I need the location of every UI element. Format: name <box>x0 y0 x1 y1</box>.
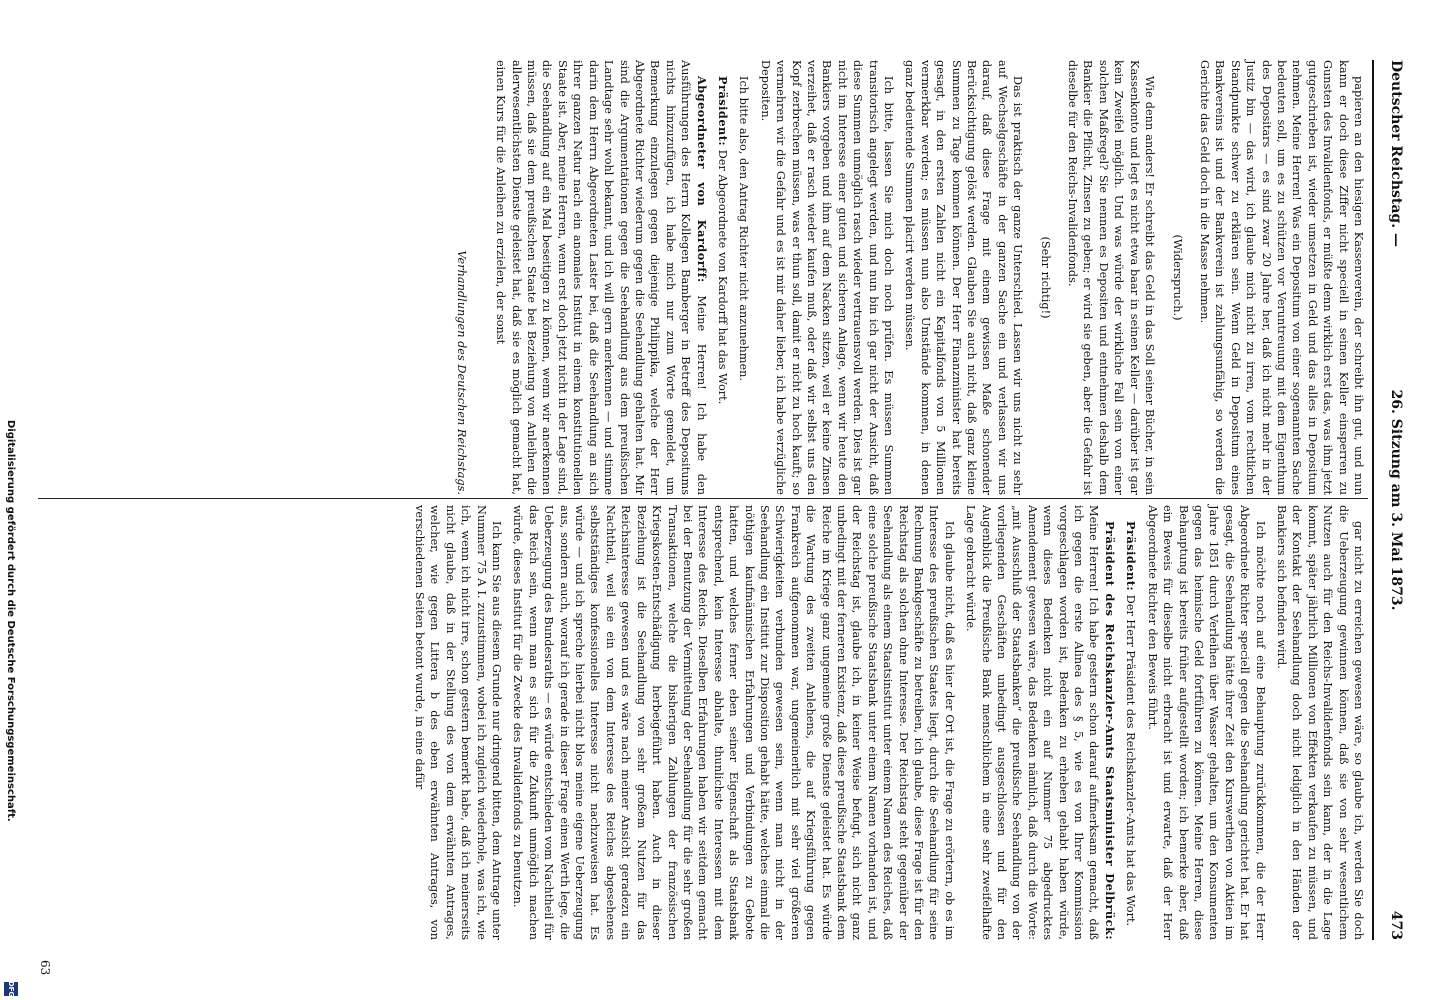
paragraph: gar nicht zu erreichen gewesen wäre, so glaube ich, werden Sie doch die Ueberzeugung gewinnen können, daß sie von sehr wesentlichem Nutzen auch für den Reichs-Invalidenfonds sein kann, der in die Lage kommt, später jährlich Millionen von Effekten verkaufen zu müssen, und der Kontakt der Seehandlung doch nicht lediglich in den Händen der Bankiers sich befinden wird. <box>1274 505 1365 940</box>
speech-text: Meine Herren! Ich habe den Ausführungen des Herrn Kollegen Bamberger in Betreff des Depositums nichts hinzuzufügen, ich habe mich nur zum Worte gemeldet, um Bemerkung einzulegen gegen diejenige Philippika, welche der Herr Abgeordnete Richter wiederum gegen die Seehandlung gehalten hat. Mir sind die Argumentationen gegen die Seehandlung aus dem preußischen Landtage sehr wohl bekannt, und ich will gern anerkennen — und stimme darin dem Herrn Abgeordneten Laster bei, daß die Seehandlung an sich ihrer ganzen Natur nach ein anomales Institut in einem konstitutionellen Staate ist. Aber, meine Herren, wenn erst doch jetzt nicht in der Lage sind, die Seehandlung auf ein Mal beseitigen zu können, wenn wir anerkennen müssen, daß sie dem preußischen Staate bei Beziehung von Anleihen die allerwesentlichsten Dienste geleistet hat, daß sie es möglich gemacht hat, einen Kurs für die Anleihen zu erzielen, der sonst <box>494 60 708 495</box>
scan-credit: Digitalisierung gefördert durch die Deutsche Forschungsgemeinschaft. <box>5 420 16 822</box>
interjection: (Sehr richtig!) <box>1038 236 1052 319</box>
speech-text: Der Herr Präsident des Reichskanzler-Amts hat das Wort. <box>1124 594 1138 927</box>
paragraph: Ich bitte also, den Antrag Richter nicht anzunehmen. <box>737 76 751 381</box>
speech-paragraph <box>715 60 730 495</box>
page-number: 473 <box>1388 910 1404 940</box>
interjection: (Widerspruch.) <box>1170 234 1184 321</box>
paragraph: Ich kann Sie aus diesem Grunde nur dringend bitten, dem Antrage unter Nummer 75 A I. zuzustimmen, wobei ich zugleich wiederhole, was ich, wie ich, wenn ich nicht irre, schon gestern bemerkt habe, daß ich meinerseits nicht glaube, daß in der Stellung des von dem erwähnten Antrages, welcher, wie gegen Littera b des eben erwähnten Antrages, von verschiedenen Seiten betont wurde, in eine dafür <box>413 505 504 940</box>
speaker-name: Abgeordneter von Kardorff: <box>694 76 709 283</box>
page-mark: 63 <box>38 960 52 976</box>
speaker-name: Präsident des Reichskanzler-Amts Staatsminister Delbrück: <box>1102 521 1117 940</box>
speech-text: Meine Herren! Ich habe gestern schon darauf aufmerksam gemacht, daß ich gegen die erste Alinea des § 5, wie es von Ihrer Kommission vorgeschlagen worden ist, Bedenken zu erheben gehabt haben würde, wenn dieses Bedenken nicht ein auf Nummer 75 abgedrucktes Amendement gewesen wäre, das Bedenken nämlich, daß durch die Worte: „mit Ausschluß der Staatsbanken“ die preußische Seehandlung von der vorliegenden Geschäften unbedingt ausgeschlossen und für den Augenblick die Preußische Bank menschlichem in eine sehr zweifelhafte Lage gebracht würde. <box>964 505 1101 940</box>
speech-paragraph <box>493 60 709 495</box>
paragraph: papieren an den hiesigen Kassenverein, der schreibt ihn gut, und nun kann er doch diese Ziffer nicht speciell in seinen Keller einsperren zu Gunsten des Invalidenfonds, er müßte denn wirklich erst das, was ihm jetzt gutgeschrieben ist, wieder umsetzen in Geld und das alles in Depositum nehmen. Meine Herren! Was ein Depositum von einer sogenannten Sache bedeuten soll, um es zu schützen vor Veruntreuung mit dem Eigenthum des Depositars — es sind zwar 20 Jahre her, daß ich nicht mehr in der Justiz bin — das wird, ich glaube mich nicht zu irren, vom rechtlichen Standpunkte schwer zu erklären sein. Wenn Geld in Depositum eines Bankvereins ist und der Bankverein ist zahlungsunfähig, so werden die Gerichte das Geld doch in die Masse nehmen. <box>1197 60 1365 495</box>
paragraph: Ich möchte noch auf eine Behauptung zurückkommen, die der Herr Abgeordnete Richter speciell gegen die Seehandlung gerichtet hat. Er hat gesagt, die Seehandlung hätte ihrer Zeit den Kurswerthen von Aktien im Jahre 1851 durch Verleihen über Wasser gehalten, um den Konsumenten gegen das heimische Geld fortführen zu können. Meine Herren, diese Behauptung ist bereits früher aufgestellt worden; ich bemerke aber, daß ein Beweis für dieselbe nicht erbracht ist und erwarte, daß der Herr Abgeordnete Richter den Beweis führt. <box>1145 505 1267 940</box>
paragraph: Ich glaube nicht, daß es hier der Ort ist, die Frage zu erörtern, ob es im Interesse des preußischen Staates liegt, durch die Seehandlung für seine Rechnung Bankgeschäfte zu betreiben, ich glaube, diese Frage ist für den Reichstag als solchen ohne Interesse. Der Reichstag steht gegenüber der Seehandlung als einem Staatsinstitut unter einem Namen des Reiches, daß eine solche preußische Staatsbank unter einem Namen vorhanden ist, und der Reichstag ist, glaube ich, in keiner Weise befugt, sich nicht ganz unbedingt mit der ferneren Existenz, daß diese preußische Staatsbank dem Reiche im Kriege ganz ungemeine große Dienste geleistet hat. Es würde die Wartung des zweiten Anlehens, die auf Kriegsführung gegen Frankreich aufgenommen war, ungemeinerlich mit sehr viel größeren Schwierigkeiten verbunden gewesen sein, wenn man nicht in der Seehandlung ein Institut zur Disposition gehabt hätte, welches einmal die nöthigen kaufmännischen Erfahrungen und Verbindungen zu Gebote hatten, und welches ferner eben seiner Eigenschaft als Staatsbank entsprechend, kein Interesse abhalte, thunlichste Interessen mit dem Interesse des Reichs. Dieselben Erfahrungen haben wir seitdem gemacht bei der Benutzung der Vermittelung der Seehandlung für die sehr großen Transaktionen, welche die bisherigen Zahlungen der französischen Kriegskosten-Entschädigung herbeigeführt haben. Auch in dieser Beziehung ist die Seehandlung von sehr großem Nutzen für das Reichsinteresse gewesen und es wäre nach meiner Ansicht geradezu ein Nachtheil, weil sie ein von dem Interesse des Reiches abgesehenes selbstständiges konfessionelles Interesse nicht nachzuweisen hat. Es würde — und ich spreche hierbei nicht blos meine eigene Ueberzeugung aus, sondern auch, worauf ich gerade in dieser Frage einen Werth lege, die Ueberzeugung des Bundesraths — es würde entschieden vom Nachtheil für das Reich sein, wenn man es sich für die Zukunft unmöglich machen würde, dieses Institut für die Zwecke des Invalidenfonds zu benutzen. <box>511 505 956 940</box>
signature-line: Verhandlungen des Deutschen Reichstags. <box>454 250 468 495</box>
dfg-logo: DFG <box>4 982 18 996</box>
speech-paragraph <box>1123 505 1138 940</box>
column-divider <box>38 498 1368 499</box>
paragraph: Wie denn anders! Er schreibt das Geld in das Soll seiner Bücher, in sein Kassenkonto und legt es nicht etwa baar in seinen Keller — darüber ist gar kein Zweifel möglich. Und was würde der wirkliche Fall sein von einer solchen Maßregel? Sie nennen es Depositen und entnehmen deshalb dem Bankier die Pflicht, Zinsen zu geben; er wird sie geben, aber die Gefahr ist dieselbe für den Reichs-Invalidenfonds. <box>1066 60 1157 495</box>
paragraph: Das ist praktisch der ganze Unterschied. Lassen wir uns nicht zu sehr auf Wechselgeschäfte in der ganzen Sache ein und verlassen wir uns darauf, daß diese Frage mit einem gewissen Maße schonender Berücksichtigung gelöst werden. Glauben Sie auch nicht, daß ganz kleine Summen zu Tage kommen können. Der Herr Finanzminister hat bereits gesagt, in den ersten Zahlen nicht ein Kapitalfonds von 5 Millionen vermerkbar werden; es müssen nun also Umstände kommen, in denen ganz bedeutende Summen placirt werden müssen. <box>903 60 1025 495</box>
speech-text: Der Abgeordnete von Kardorff hat das Wort. <box>715 149 729 405</box>
paragraph: Ich bitte, lassen Sie mich doch noch prüfen. Es müssen Summen transitorisch angelegt werden, und nun bin ich gar nicht der Ansicht, daß diese Summen unmöglich rasch wieder vertrauensvoll werden. Dies ist gar nicht im Interesse einer guten und sicheren Anlage, wenn wir heute den Bankiers vorgeben und ihm auf dem Nacken sitzen, weil er keine Zinsen verzeihet, daß er rasch wieder kaufen muß, oder daß wir selbst uns den Kopf zerbrechen müssen, was er thun soll, damit er nicht zu hoch kauft; so vermehren wir die Gefahr und es ist mir daher lieber, ich habe verzügliche Depositen. <box>758 60 896 495</box>
speech-paragraph <box>963 505 1117 940</box>
journal-title: Deutscher Reichstag. — <box>1388 60 1404 247</box>
left-column <box>447 60 1366 495</box>
page-header <box>1372 60 1414 940</box>
speaker-name: Präsident: <box>715 76 730 147</box>
right-column <box>406 505 1366 940</box>
speaker-name: Präsident: <box>1124 521 1139 592</box>
session-title: 26. Sitzung am 3. Mai 1873. <box>1388 389 1404 611</box>
